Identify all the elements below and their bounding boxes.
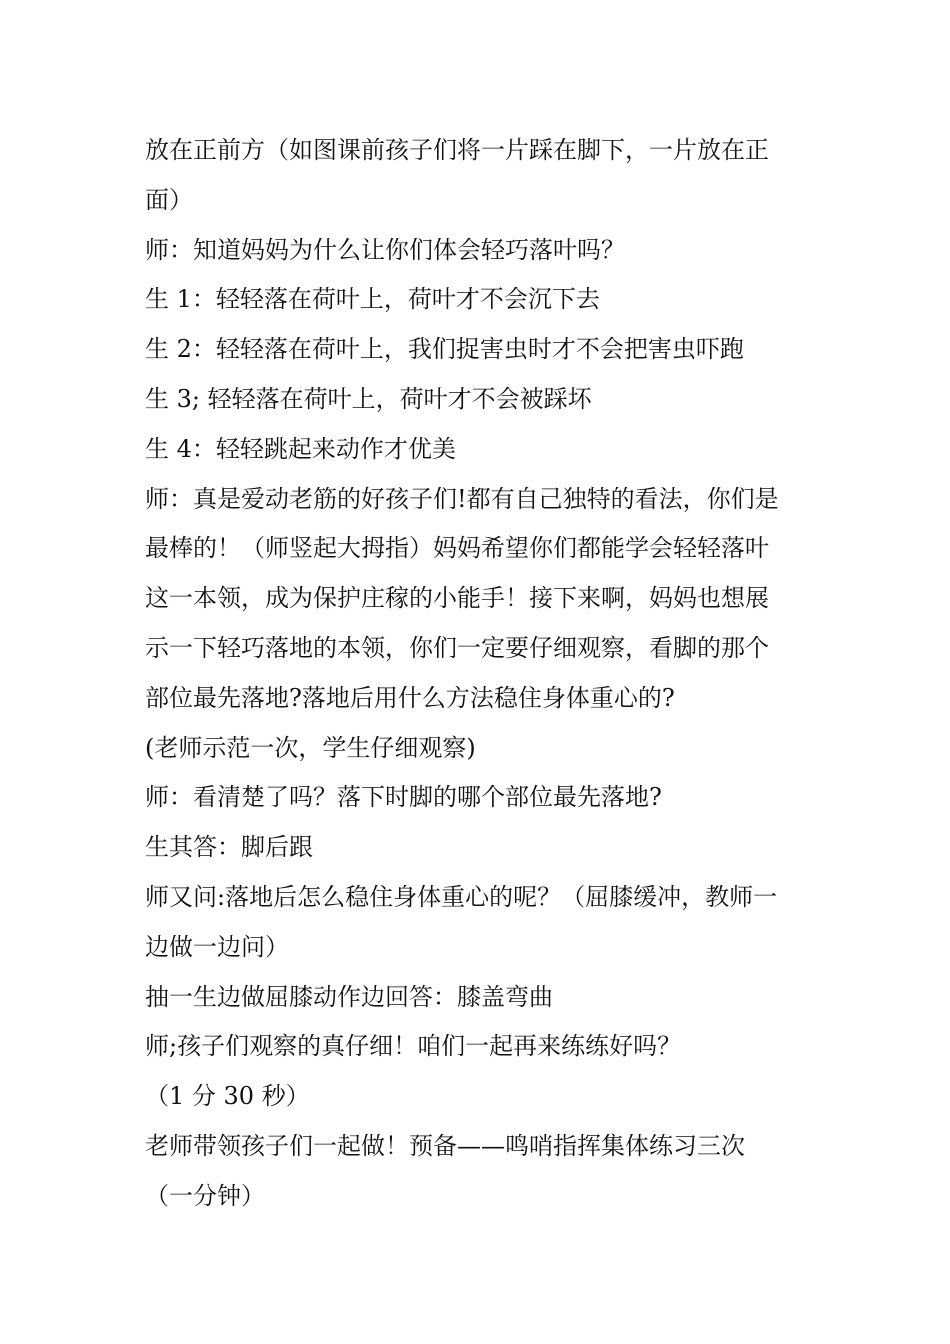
text-line: 师：真是爱动老筋的好孩子们!都有自己独特的看法，你们是 <box>145 484 779 513</box>
text-line: 生 4：轻轻跳起来动作才优美 <box>145 434 456 463</box>
text-line: 师：知道妈妈为什么让你们体会轻巧落叶吗？ <box>145 235 625 264</box>
text-line: (老师示范一次，学生仔细观察) <box>145 733 476 762</box>
text-line: 面） <box>145 185 193 214</box>
text-line: 边做一边问） <box>145 932 289 961</box>
text-line: 老师带领孩子们一起做！预备——鸣哨指挥集体练习三次 <box>145 1131 745 1160</box>
text-line: 师;孩子们观察的真仔细！咱们一起再来练练好吗？ <box>145 1032 682 1061</box>
text-line: 示一下轻巧落地的本领，你们一定要仔细观察，看脚的那个 <box>145 633 769 662</box>
text-line: 生 1：轻轻落在荷叶上，荷叶才不会沉下去 <box>145 285 600 314</box>
text-line: 生 2：轻轻落在荷叶上，我们捉害虫时才不会把害虫吓跑 <box>145 335 744 364</box>
text-line: 生 3; 轻轻落在荷叶上，荷叶才不会被踩坏 <box>145 384 592 413</box>
text-line: 这一本领，成为保护庄稼的小能手！接下来啊，妈妈也想展 <box>145 584 769 613</box>
text-line: （1 分 30 秒） <box>145 1082 310 1111</box>
text-line: 生其答：脚后跟 <box>145 833 313 862</box>
text-line: 抽一生边做屈膝动作边回答：膝盖弯曲 <box>145 982 553 1011</box>
document-body <box>145 126 815 1222</box>
text-line: 放在正前方（如图课前孩子们将一片踩在脚下，一片放在正 <box>145 136 769 164</box>
text-line: 最棒的！（师竖起大拇指）妈妈希望你们都能学会轻轻落叶 <box>145 534 769 563</box>
text-line: 师：看清楚了吗？落下时脚的哪个部位最先落地? <box>145 783 662 812</box>
text-line: 部位最先落地?落地后用什么方法稳住身体重心的? <box>145 683 675 712</box>
text-line: 师又问:落地后怎么稳住身体重心的呢？（屈膝缓冲，教师一 <box>145 882 778 911</box>
text-line: （一分钟） <box>145 1181 265 1210</box>
